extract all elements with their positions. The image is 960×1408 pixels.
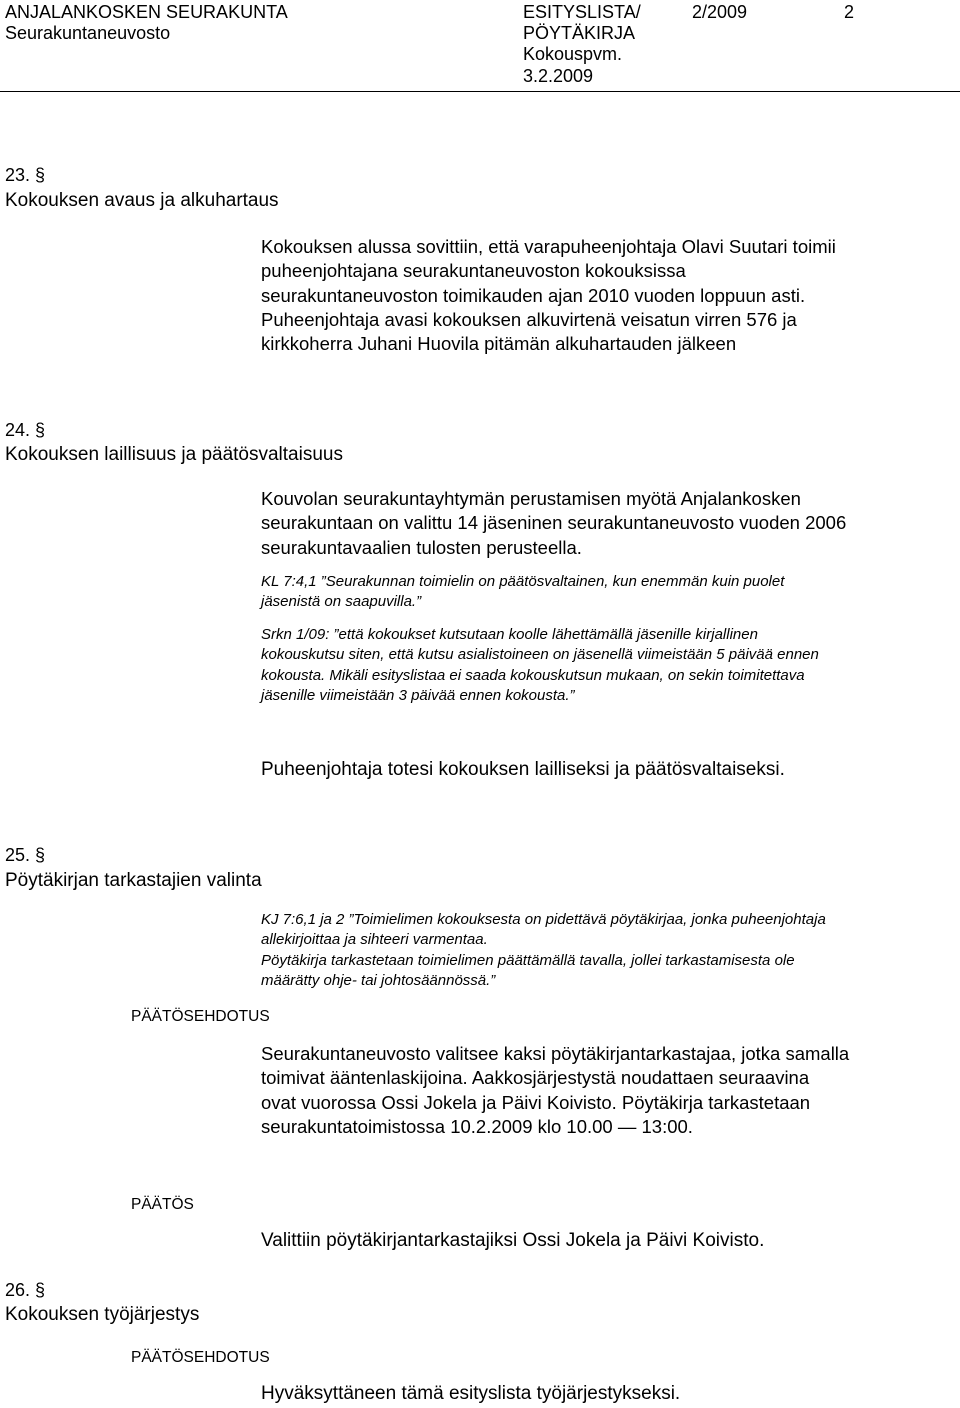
item-25-number: 25. § — [5, 845, 46, 865]
quote-line: jäsenistä on saapuvilla.” — [261, 593, 422, 611]
quote-line: määrätty ohje- tai johtosäännössä.” — [261, 971, 496, 989]
text-line: Kokouksen alussa sovittiin, että varapuheenjohtaja Olavi Suutari toimii — [261, 236, 836, 257]
header-issue: 2/2009 — [692, 2, 748, 22]
item-24-title: Kokouksen laillisuus ja päätösvaltaisuus — [5, 444, 343, 465]
text-line: seurakuntavaalien tulosten perusteella. — [261, 536, 582, 558]
item-25-decision-label: PÄÄTÖS — [131, 1196, 194, 1213]
item-25-decision: Valittiin pöytäkirjantarkastajiksi Ossi Jokela ja Päivi Koivisto. — [261, 1230, 765, 1251]
text-line: Kouvolan seurakuntayhtymän perustamisen myötä Anjalankosken — [261, 488, 801, 509]
quote-line: KL 7:4,1 ”Seurakunnan toimielin on päätösvaltainen, kun enemmän kuin puolet — [261, 573, 785, 590]
quote-line: allekirjoittaa ja sihteeri varmentaa. — [261, 931, 488, 949]
item-26-proposal: Hyväksyttäneen tämä esityslista työjärjestykseksi. — [261, 1383, 681, 1404]
header-meeting-label: Kokouspvm. — [523, 44, 623, 64]
section-symbol: § — [35, 420, 46, 440]
header-page-number: 2 — [844, 2, 855, 22]
section-symbol: § — [35, 845, 46, 865]
text-line: seurakuntaan on valittu 14 jäseninen seurakuntaneuvosto vuoden 2006 — [261, 512, 847, 534]
text-line: ovat vuorossa Ossi Jokela ja Päivi Koivisto. Pöytäkirja tarkastetaan — [261, 1091, 811, 1113]
item-25-quote-kj — [261, 910, 826, 991]
text-line: seurakuntatoimistossa 10.2.2009 klo 10.00 — 13:00. — [261, 1115, 693, 1137]
item-24-quote-kl — [261, 572, 784, 613]
item-24-number: 24. § — [5, 420, 46, 440]
item-23-text — [261, 235, 836, 356]
item-25-proposal — [261, 1042, 849, 1139]
header-meeting-date: 3.2.2009 — [523, 66, 594, 86]
quote-line: kokouskutsu siten, että kutsu asialistoineen on jäsenellä viimeistään 5 päivää ennen — [261, 646, 819, 664]
item-26-number: 26. § — [5, 1280, 46, 1300]
text-line: Puheenjohtaja avasi kokouksen alkuvirtenä veisatun virren 576 ja — [261, 308, 797, 330]
item-26-proposal-label: PÄÄTÖSEHDOTUS — [131, 1349, 270, 1366]
item-24-quote-srkn — [261, 625, 819, 706]
item-23-number: 23. § — [5, 165, 46, 185]
header-doc-type-2: PÖYTÄKIRJA — [523, 23, 636, 43]
text-line: toimivat ääntenlaskijoina. Aakkosjärjestystä noudattaen seuraavina — [261, 1067, 810, 1089]
item-25-title: Pöytäkirjan tarkastajien valinta — [5, 870, 262, 891]
quote-line: jäsenille viimeistään 3 päivää ennen kokousta.” — [261, 686, 575, 704]
item-23-title: Kokouksen avaus ja alkuhartaus — [5, 190, 279, 211]
item-24-text — [261, 487, 846, 560]
text-line: seurakuntaneuvoston toimikauden ajan 2010 vuoden loppuun asti. — [261, 284, 806, 306]
text-line: Seurakuntaneuvosto valitsee kaksi pöytäkirjantarkastajaa, jotka samalla — [261, 1043, 850, 1064]
section-symbol: § — [35, 1280, 46, 1300]
quote-line: Pöytäkirja tarkastetaan toimielimen päättämällä tavalla, jollei tarkastamisesta ole — [261, 951, 795, 969]
text-line: puheenjohtajana seurakuntaneuvoston kokouksissa — [261, 260, 686, 282]
item-24-decision: Puheenjohtaja totesi kokouksen lailliseksi ja päätösvaltaiseksi. — [261, 759, 785, 780]
item-25-proposal-label: PÄÄTÖSEHDOTUS — [131, 1008, 270, 1025]
quote-line: KJ 7:6,1 ja 2 ”Toimielimen kokouksesta on pidettävä pöytäkirjaa, jonka puheenjohtaja — [261, 911, 826, 928]
quote-line: kokousta. Mikäli esityslistaa ei saada kokouskutsun mukaan, on sekin toimitettava — [261, 666, 805, 684]
item-26-title: Kokouksen työjärjestys — [5, 1304, 200, 1325]
quote-line: Srkn 1/09: ”että kokoukset kutsutaan koolle lähettämällä jäsenille kirjallinen — [261, 626, 758, 643]
section-symbol: § — [35, 165, 46, 185]
header-org: ANJALANKOSKEN SEURAKUNTA — [5, 2, 288, 22]
text-line: kirkkoherra Juhani Huovila pitämän alkuhartauden jälkeen — [261, 333, 737, 355]
header-body: Seurakuntaneuvosto — [5, 23, 171, 43]
header-doc-type-1: ESITYSLISTA/ — [523, 2, 641, 22]
header-rule — [0, 91, 960, 92]
